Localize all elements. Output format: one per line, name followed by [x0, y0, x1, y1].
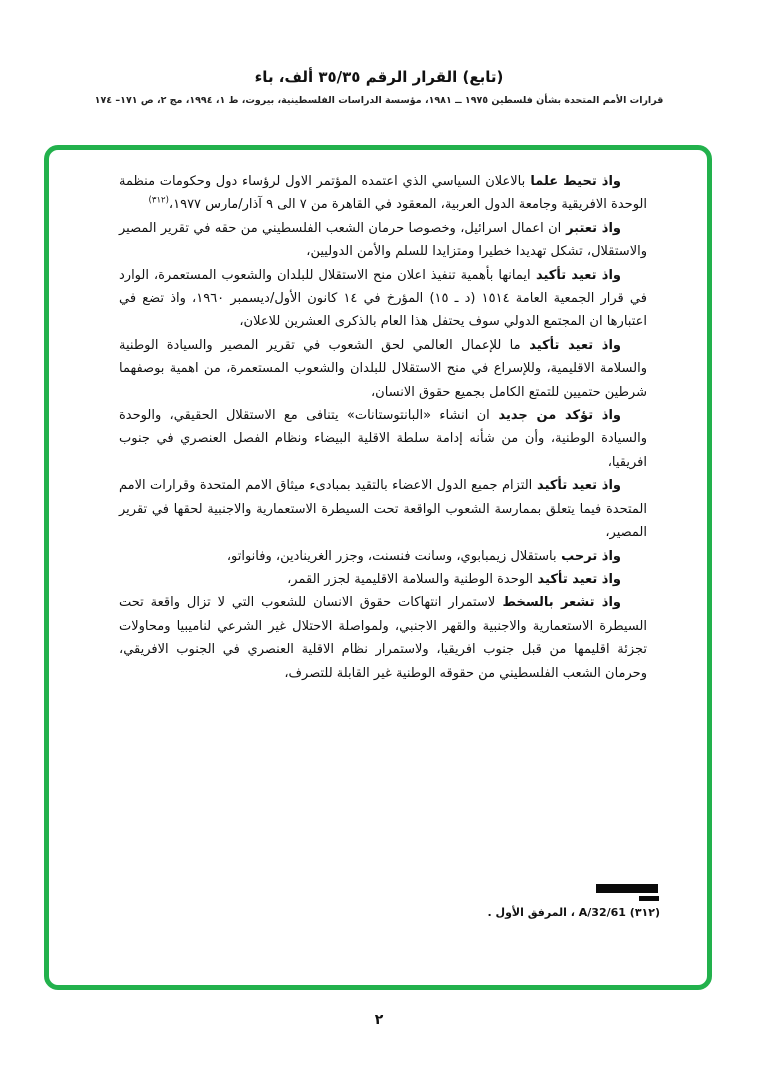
- paragraph-lead: واذ تشعر بالسخط: [495, 595, 621, 611]
- paragraph-lead: واذ ترحب: [556, 548, 621, 564]
- paragraph-lead: واذ تحيط علما: [525, 174, 621, 189]
- resolution-paragraph: واذ ترحب باستقلال زيمبابوي، وسانت فنسنت، وجزر الغرينادين، وفانواتو،: [226, 548, 621, 564]
- footnote-reference: (٣١٢): [148, 196, 169, 207]
- paragraph-lead: واذ تعيد تأكيد: [530, 267, 621, 283]
- content-border-box: [44, 145, 712, 990]
- resolution-paragraph: واذ تشعر بالسخط لاستمرار انتهاكات حقوق الانسان للشعوب التي لا تزال واقعة تحت السيطرة الاستعمارية والاجنبية والقهر الاجنبي، ولمواصلة الاحتلال غير الشرعي لناميبيا ومحاولات تجزئة اقليمها من قبل جنوب افريقيا، ولاستمرار نظام الاقلية العنصري في الجنوب الافريقي، وحرمان الشعب الفلسطيني من حقوقه الوطنية غير القابلة للتصرف،: [119, 595, 647, 681]
- footnote-separator-mark: [639, 896, 659, 901]
- resolution-paragraph: واذ تعيد تأكيد ايمانها بأهمية تنفيذ اعلان منح الاستقلال للبلدان والشعوب المستعمرة، الوارد في قرار الجمعية العامة ١٥١٤ (د ـ ١٥) المؤرخ في ١٤ كانون الأول/ديسمبر ١٩٦٠، واذ تضع في اعتبارها ان المجتمع الدولي سوف يحتفل هذا العام بالذكرى العشرين للاعلان،: [119, 267, 647, 330]
- resolution-paragraph: واذ تعيد تأكيد التزام جميع الدول الاعضاء بالتقيد بمبادىء ميثاق الامم المتحدة وقرارات الامم المتحدة فيما يتعلق بممارسة الشعوب الواقعة تحت السيطرة الاستعمارية والاجنبية لحقها في تقرير المصير،: [119, 478, 647, 541]
- paragraph-lead: واذ تعيد تأكيد: [520, 337, 621, 353]
- footnote-separator-mark: [596, 884, 658, 893]
- resolution-paragraph: واذ تعيد تأكيد ما للإعمال العالمي لحق الشعوب في تقرير المصير والسيادة الوطنية والسلامة الاقليمية، وللإسراع في منح الاستقلال للبلدان والشعوب المستعمرة، من اهمية بوصفهما شرطين حتميين للتمتع الكامل بجميع حقوق الانسان،: [119, 337, 647, 400]
- resolution-paragraph: واذ تعتبر ان اعمال اسرائيل، وخصوصا حرمان الشعب الفلسطيني من حقه في تقرير المصير والاستقلال، تشكل تهديدا خطيرا ومتزايدا للسلم والأمن الدوليين،: [119, 220, 647, 260]
- resolution-paragraph: واذ تعيد تأكيد الوحدة الوطنية والسلامة الاقليمية لجزر القمر،: [287, 571, 621, 587]
- page-header: [0, 68, 758, 106]
- footnote: (٣١٢) A/32/61 ، المرفق الأول .: [487, 906, 660, 919]
- page-number: ٢: [374, 1012, 384, 1028]
- paragraph-lead: واذ تؤكد من جديد: [489, 408, 621, 424]
- paragraph-lead: واذ تعيد تأكيد: [532, 478, 621, 494]
- source-citation: قرارات الأمم المتحدة بشأن فلسطين ١٩٧٥ ــ ١٩٨١، مؤسسة الدراسات الفلسطينية، بيروت، ط ١، ١٩٩٤، مج ٢، ص ١٧١– ١٧٤: [94, 95, 664, 106]
- paragraph-lead: واذ تعيد تأكيد: [533, 571, 621, 587]
- resolution-paragraph: واذ تحيط علما بالاعلان السياسي الذي اعتمده المؤتمر الاول لرؤساء دول وحكومات منظمة الوحدة الافريقية وجامعة الدول العربية، المعقود في القاهرة من ٧ الى ٩ آذار/مارس ١٩٧٧،$^{(٣١٢)}$: [119, 174, 647, 213]
- resolution-title: (تابع) القرار الرقم ٣٥/٣٥ ألف، باء: [254, 68, 504, 86]
- resolution-body: [119, 170, 647, 685]
- paragraph-lead: واذ تعتبر: [561, 220, 621, 236]
- resolution-paragraph: واذ تؤكد من جديد ان انشاء «البانتوستانات» يتنافى مع الاستقلال الحقيقي، والوحدة والسيادة الوطنية، وأن من شأنه إدامة سلطة الاقلية البيضاء ونظام الفصل العنصري في جنوب افريقيا،: [119, 408, 647, 470]
